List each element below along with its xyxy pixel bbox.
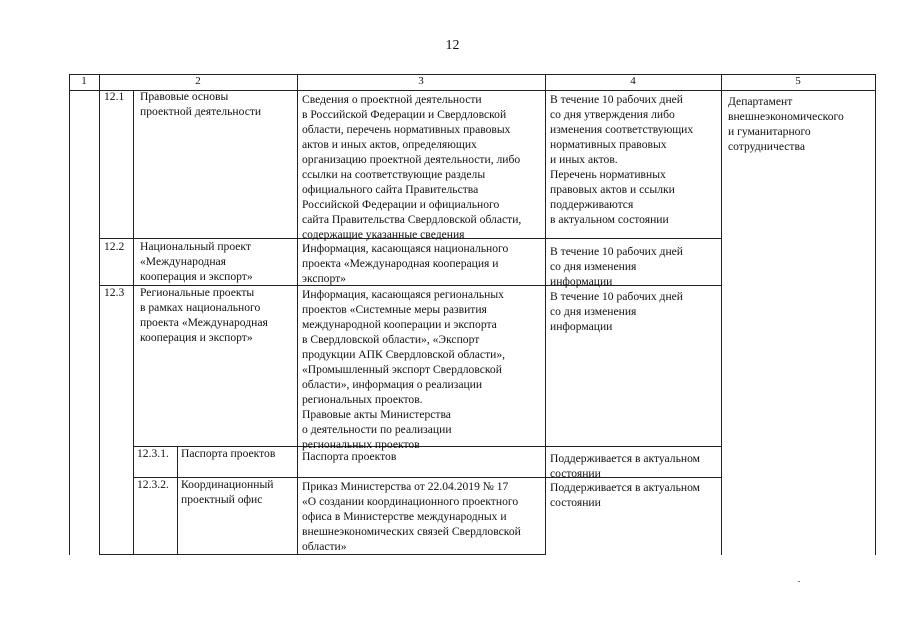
row-name: Региональные проекты в рамках национального проекта «Международная кооперация и экспорт» [140,286,268,344]
header-col-5: 5 [795,75,801,87]
row-content: Информация, касающаяся региональных проектов «Системные меры развития международной кооперации и экспорта в Свердловской области», «Экспорт продукции АПК Свердловской области», «Промышленный экспорт Свердловской области», информация о реализации региональных проектов. Правовые акты Министерства о деятельности по реализации региональных проектов [302,288,506,451]
header-col-4: 4 [630,75,636,87]
header-col-2: 2 [195,75,201,87]
col-border [545,74,546,555]
row-term: В течение 10 рабочих дней со дня изменения информации [550,245,683,288]
col-border [721,74,722,555]
row-number: 12.3.2. [137,478,169,491]
row-number: 12.3 [104,286,125,299]
row-number: 12.3.1. [137,447,169,460]
col-border [99,74,100,555]
page-number: 12 [445,38,460,53]
row-content: Паспорта проектов [302,450,397,463]
row-number: 12.1 [104,90,125,103]
row-name: Правовые основы проектной деятельности [140,90,262,118]
row-content: Информация, касающаяся национального проекта «Международная кооперация и экспорт» [302,242,509,285]
col-border [875,74,876,555]
scan-speck [798,581,800,582]
row-term: Поддерживается в актуальном состоянии [550,481,700,509]
table-bottom-border [99,554,545,555]
responsible-department: Департамент внешнеэкономического и гуманитарного сотрудничества [728,95,844,153]
col-border [177,446,178,555]
row-term: Поддерживается в актуальном состоянии [550,452,700,480]
row-content: Приказ Министерства от 22.04.2019 № 17 «О создании координационного проектного офиса в Министерстве международных и внешнеэкономических связей Свердловской области» [302,480,521,553]
col-border [69,74,70,555]
row-number: 12.2 [104,240,125,253]
row-term: В течение 10 рабочих дней со дня изменения информации [550,290,683,333]
row-name: Паспорта проектов [181,447,276,460]
row-name: Национальный проект «Международная кооперация и экспорт» [140,240,253,283]
header-col-3: 3 [418,75,424,87]
col-border [133,90,134,555]
col-border [297,74,298,555]
row-content: Сведения о проектной деятельности в Российской Федерации и Свердловской области, перечень нормативных правовых актов и иных актов, определяющих организацию проектной деятельности, либо ссылки на соответствующие разделы официального сайта Правительства Российской Федерации и официального сайта Правительства Свердловской области, содержащие указанные сведения [302,93,522,241]
row-term: В течение 10 рабочих дней со дня утверждения либо изменения соответствующих нормативных правовых и иных актов. Перечень нормативных правовых актов и ссылки поддерживаются в актуальном состоянии [550,93,694,226]
header-col-1: 1 [81,75,87,87]
row-name: Координационный проектный офис [181,478,274,506]
